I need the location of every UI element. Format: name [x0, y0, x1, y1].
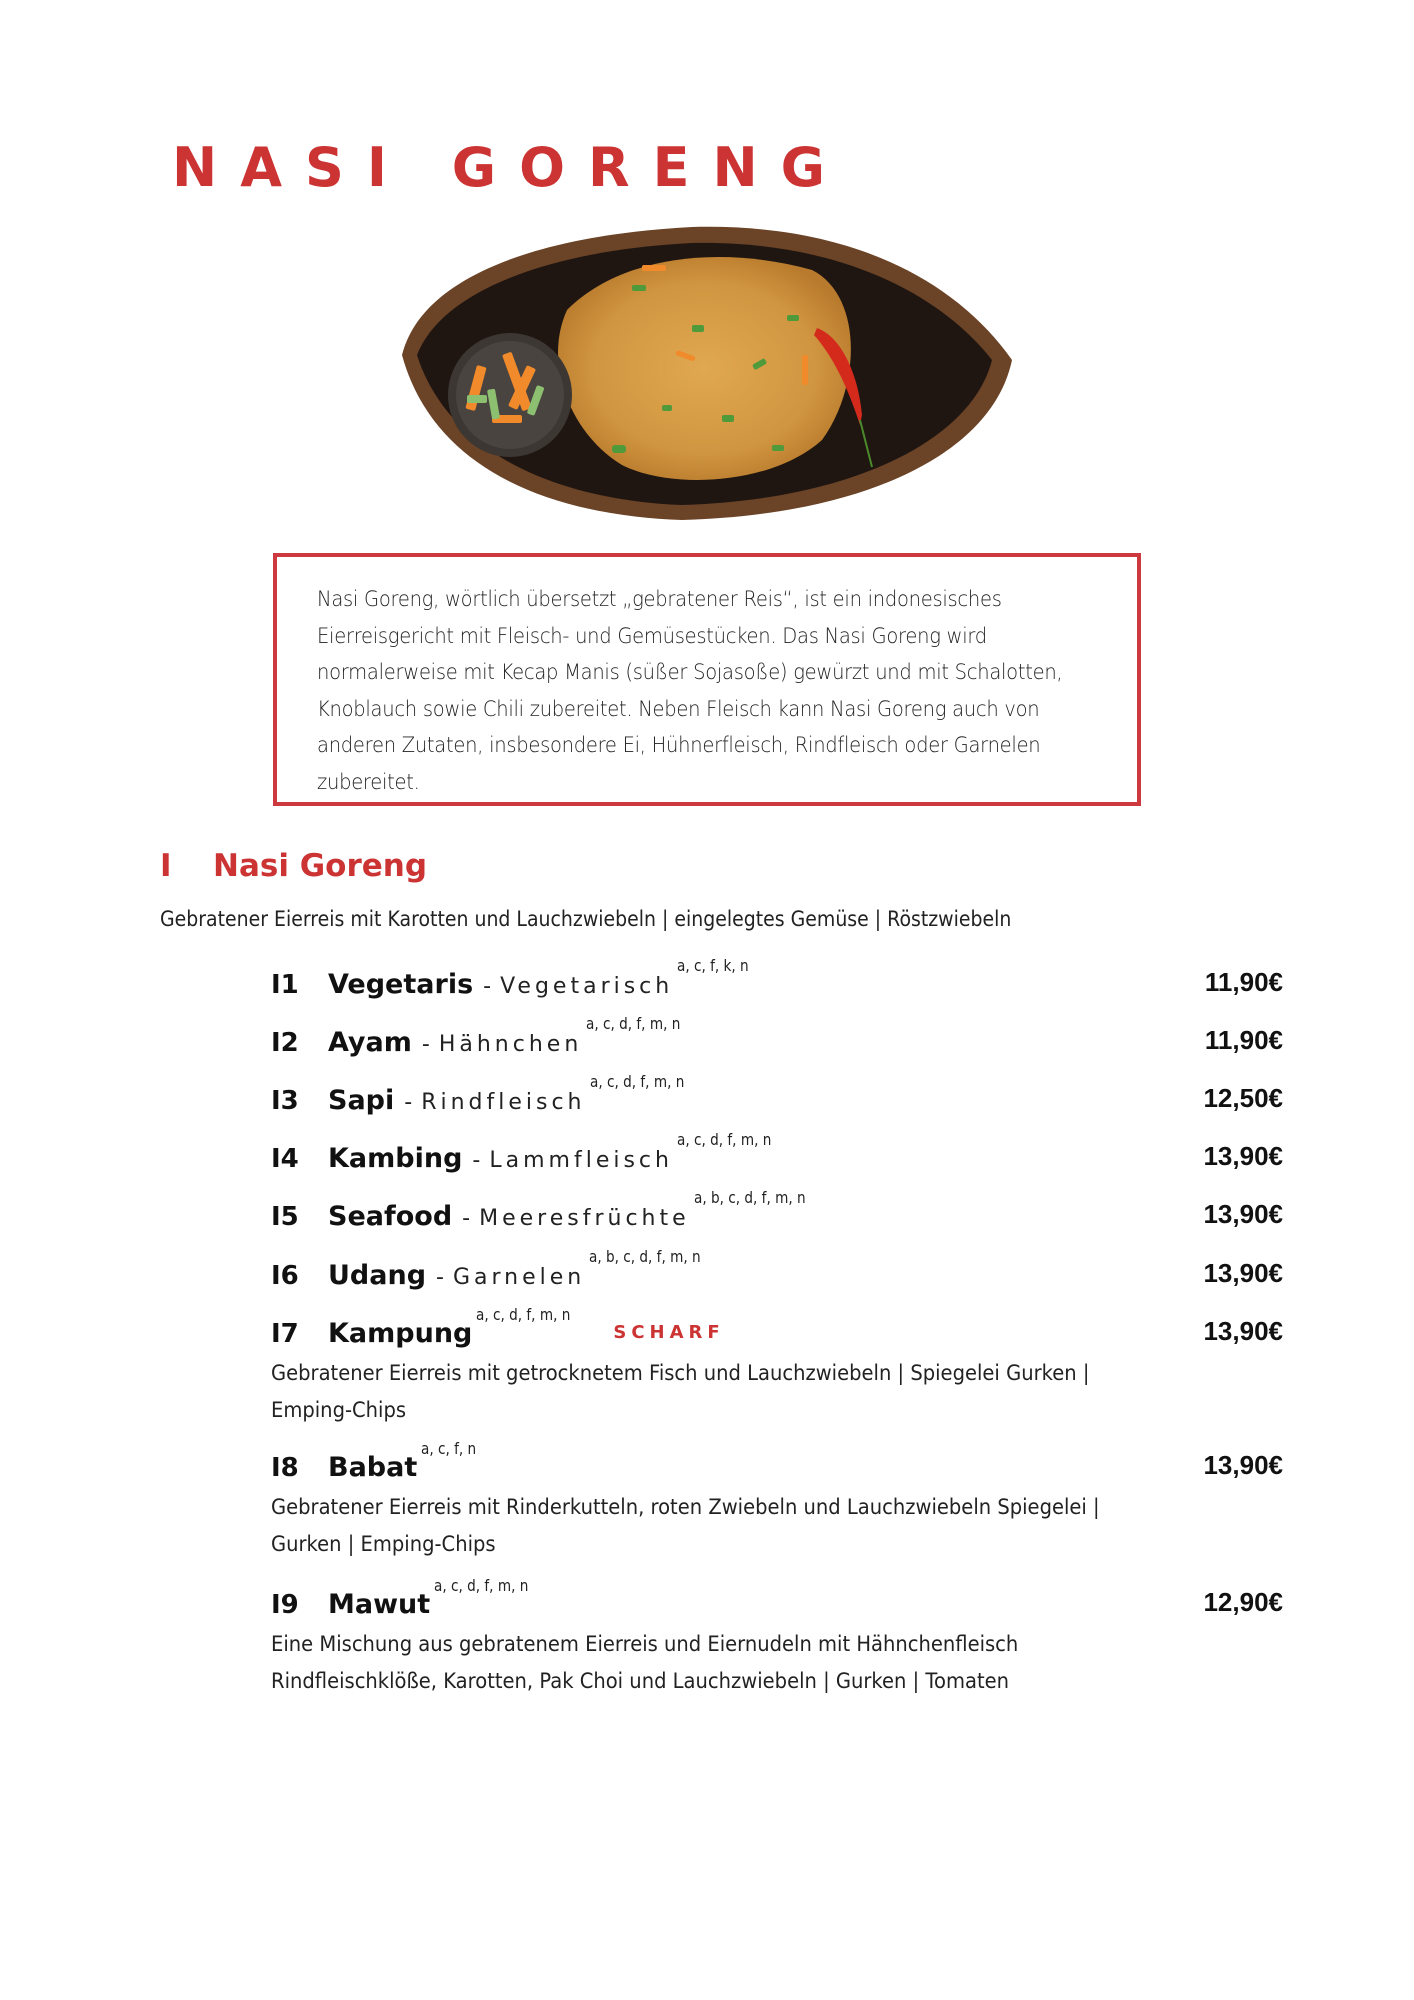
item-price: 13,90€ — [1203, 1258, 1283, 1288]
item-name: Sapi — [328, 1085, 395, 1116]
item-code: I3 — [271, 1086, 299, 1116]
item-allergens: a, b, c, d, f, m, n — [693, 1187, 806, 1207]
pickle-bowl — [448, 333, 572, 457]
menu-item-header — [271, 1304, 1291, 1353]
item-name-group — [328, 1575, 545, 1620]
item-allergens: a, c, f, k, n — [677, 955, 749, 975]
menu-item-header — [271, 955, 1291, 1004]
item-allergens: a, c, f, n — [421, 1438, 477, 1458]
item-name: Kambing — [328, 1143, 463, 1174]
item-name: Kampung — [328, 1318, 473, 1349]
intro-box — [273, 553, 1141, 806]
item-allergens: a, b, c, d, f, m, n — [589, 1246, 701, 1266]
menu-item-header — [271, 1129, 1291, 1178]
section-description: Gebratener Eierreis mit Karotten und Lauchzwiebeln | eingelegtes Gemüse | Röstzwiebeln — [160, 907, 1012, 931]
item-subtitle: - Rindfleisch — [404, 1090, 585, 1115]
item-name: Babat — [328, 1452, 418, 1483]
menu-item — [271, 1304, 1291, 1429]
item-code: I2 — [271, 1028, 299, 1058]
menu-item — [271, 1575, 1291, 1700]
item-allergens: a, c, d, f, m, n — [476, 1304, 571, 1324]
item-subtitle: - Lammfleisch — [472, 1148, 673, 1173]
item-price: 12,50€ — [1203, 1083, 1283, 1113]
item-allergens: a, c, d, f, m, n — [589, 1071, 684, 1091]
section-title: Nasi Goreng — [213, 848, 428, 884]
item-code: I5 — [271, 1202, 299, 1232]
item-price: 13,90€ — [1203, 1199, 1283, 1229]
spicy-badge: SCHARF — [613, 1322, 725, 1343]
item-name-group — [328, 1013, 697, 1058]
item-allergens: a, c, d, f, m, n — [586, 1013, 681, 1033]
menu-item-header — [271, 1438, 1291, 1487]
item-name-group — [328, 1304, 725, 1349]
menu-item-header — [271, 1575, 1291, 1624]
item-code: I6 — [271, 1261, 299, 1291]
item-name-group — [328, 1438, 486, 1483]
dish-photo — [392, 215, 1022, 525]
menu-item — [271, 1013, 1291, 1062]
item-name: Ayam — [328, 1027, 412, 1058]
item-subtitle: - Meeresfrüchte — [462, 1206, 689, 1231]
item-name: Mawut — [328, 1589, 431, 1620]
item-code: I4 — [271, 1144, 299, 1174]
section-code: I — [160, 848, 172, 884]
item-price: 13,90€ — [1203, 1316, 1283, 1346]
item-allergens: a, c, d, f, m, n — [676, 1129, 772, 1149]
rice-pile — [558, 257, 851, 480]
item-name: Seafood — [328, 1201, 453, 1232]
item-price: 13,90€ — [1203, 1141, 1283, 1171]
item-allergens: a, c, d, f, m, n — [434, 1575, 529, 1595]
item-price: 12,90€ — [1203, 1587, 1283, 1617]
item-code: I9 — [271, 1590, 299, 1620]
menu-item-header — [271, 1246, 1291, 1295]
item-name-group — [328, 955, 762, 1000]
item-code: I1 — [271, 970, 299, 1000]
item-price: 13,90€ — [1203, 1450, 1283, 1480]
menu-item-header — [271, 1013, 1291, 1062]
menu-item — [271, 1438, 1291, 1563]
menu-item — [271, 1246, 1291, 1295]
item-code: I8 — [271, 1453, 299, 1483]
intro-text: Nasi Goreng, wörtlich übersetzt „gebratener Reis“, ist ein indonesisches Eierreisgericht mit Fleisch- und Gemüsestücken. Das Nasi Goreng wird normalerweise mit Kecap Manis (süßer Sojasoße) gewürzt und mit Schalotten, Knoblauch sowie Chili zubereitet. Neben Fleisch kann Nasi Goreng auch von anderen Zutaten, insbesondere Ei, Hühnerfleisch, Rindfleisch oder Garnelen zubereitet. — [317, 587, 1063, 794]
menu-item-header — [271, 1071, 1291, 1120]
item-name-group — [328, 1129, 788, 1174]
item-name-group — [328, 1187, 825, 1232]
menu-item — [271, 1187, 1291, 1236]
menu-item — [271, 955, 1291, 1004]
item-code: I7 — [271, 1319, 299, 1349]
item-subtitle: - Vegetarisch — [483, 974, 673, 999]
item-name-group — [328, 1071, 700, 1116]
item-description: Gebratener Eierreis mit Rinderkutteln, roten Zwiebeln und Lauchzwiebeln Spiegelei | Gurken | Emping-Chips — [271, 1495, 1100, 1556]
menu-item-header — [271, 1187, 1291, 1236]
section-heading — [160, 848, 427, 884]
item-price: 11,90€ — [1204, 1025, 1283, 1055]
page-title: NASI GORENG — [172, 136, 848, 200]
item-name: Vegetaris — [328, 969, 474, 1000]
item-price: 11,90€ — [1204, 967, 1283, 997]
item-description: Gebratener Eierreis mit getrocknetem Fisch und Lauchzwiebeln | Spiegelei Gurken | Emping-Chips — [271, 1361, 1090, 1422]
item-subtitle: - Garnelen — [436, 1265, 585, 1290]
item-subtitle: - Hähnchen — [422, 1032, 582, 1057]
menu-item — [271, 1071, 1291, 1120]
item-description: Eine Mischung aus gebratenem Eierreis und Eiernudeln mit Hähnchenfleisch Rindfleischklöße, Karotten, Pak Choi und Lauchzwiebeln | Gurken | Tomaten — [271, 1632, 1019, 1693]
menu-item — [271, 1129, 1291, 1178]
item-name: Udang — [328, 1260, 427, 1291]
item-name-group — [328, 1246, 721, 1291]
